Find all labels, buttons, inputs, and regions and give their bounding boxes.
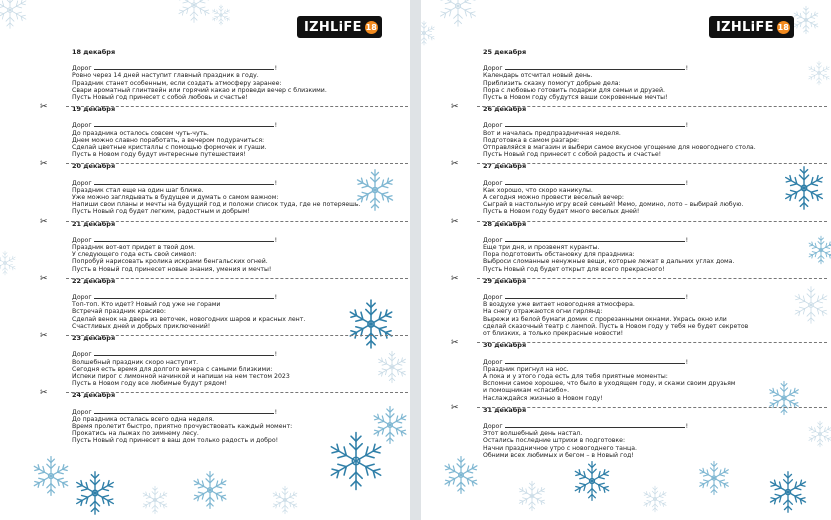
entry-date: 23 декабря [72, 334, 116, 343]
name-blank-line [505, 421, 685, 428]
entry-text-line: Пора подготовить обстановку для праздника: [483, 251, 635, 259]
exclamation-mark: ! [274, 408, 278, 416]
snowflake-icon [0, 0, 30, 34]
scissors-icon: ✂ [40, 331, 48, 342]
dear-field [72, 292, 402, 301]
entry-text-line: Попробуй нарисовать кролика искрами бенгальских огней. [72, 258, 268, 266]
name-blank-line [94, 407, 274, 414]
dear-field [483, 120, 821, 129]
day-entry [40, 388, 402, 445]
dear-field [483, 178, 821, 187]
entry-text-line: Напиши свои планы и мечты на будущий год и положи список туда, где не потеряешь. [72, 201, 361, 209]
entry-text-line: Календарь отсчитал новый день. [483, 72, 593, 80]
exclamation-mark: ! [685, 65, 689, 73]
entry-date: 24 декабря [72, 391, 116, 400]
entry-text-line: Встречай праздник красиво: [72, 308, 166, 316]
entry-text-line: Еще три дня, и прозвенят куранты. [483, 244, 600, 252]
entry-text-line: Пусть Новый год принесет с собой любовь и счастье! [72, 94, 248, 102]
snowflake-icon [571, 460, 613, 506]
name-blank-line [94, 63, 274, 70]
name-blank-line [505, 120, 685, 127]
page-gutter [410, 0, 421, 520]
day-entry [451, 402, 821, 459]
day-entry [451, 338, 821, 402]
day-entry [451, 159, 821, 216]
exclamation-mark: ! [274, 65, 278, 73]
entry-date: 18 декабря [72, 48, 116, 56]
entry-text-line: Пусть в Новый год принесет новые знания, умения и мечты! [72, 265, 272, 273]
name-blank-line [505, 235, 685, 242]
entry-text-line: Пусть в Новом году сбудутся ваши сокровенные мечты! [483, 94, 668, 102]
entry-date: 25 декабря [483, 48, 527, 56]
entry-text-line: Днем можно славно поработать, а вечером подурачиться: [72, 136, 265, 144]
exclamation-mark: ! [685, 422, 689, 430]
scissors-icon: ✂ [40, 216, 48, 227]
name-blank-line [505, 292, 685, 299]
entry-text-line: Пусть Новый год принесет в ваш дом только радость и добро! [72, 437, 279, 445]
entry-date: 19 декабря [72, 105, 116, 114]
entry-text-line: Выброси сломанные ненужные вещи, которые лежат в дальних углах дома. [483, 258, 735, 266]
izhlife-logo [709, 16, 794, 38]
entry-text-line: Пусть Новый год принесет с собой радость и счастье! [483, 151, 662, 159]
exclamation-mark: ! [685, 358, 689, 366]
exclamation-mark: ! [685, 179, 689, 187]
snowflake-icon [436, 0, 480, 32]
day-entry [451, 273, 821, 338]
snowflake-icon [210, 4, 232, 30]
entry-text-line: Пусть Новый год будет открыт для всего прекрасного! [483, 265, 665, 273]
dear-label: Дорог [483, 294, 503, 302]
entry-date: 29 декабря [483, 276, 527, 285]
dear-field [483, 292, 821, 301]
snowflake-icon [270, 485, 300, 519]
entry-text-line: А сегодня можно провести веселый вечер: [483, 194, 624, 202]
exclamation-mark: ! [685, 294, 689, 302]
entry-text-line: Как хорошо, что скоро каникулы. [483, 186, 593, 194]
exclamation-mark: ! [685, 236, 689, 244]
exclamation-mark: ! [274, 294, 278, 302]
entry-text-line: Вырежи из белой бумаги домик с прорезанными окнами. Укрась окно или [483, 315, 727, 323]
scissors-icon: ✂ [40, 102, 48, 113]
entry-text-line: Испеки пирог с лимонной начинкой и напиши на нем тестом 2023 [72, 372, 290, 380]
scissors-icon: ✂ [451, 338, 459, 349]
scissors-icon: ✂ [40, 273, 48, 284]
dear-label: Дорог [483, 358, 503, 366]
name-blank-line [94, 120, 274, 127]
scissors-icon: ✂ [451, 273, 459, 284]
entry-text-line: и помощникам «спасибо». [483, 387, 570, 395]
entry-date: 20 декабря [72, 162, 116, 171]
scissors-icon: ✂ [451, 402, 459, 413]
scissors-icon: ✂ [451, 102, 459, 113]
name-blank-line [94, 292, 274, 299]
snowflake-icon [516, 480, 548, 516]
snowflake-icon [72, 470, 118, 520]
entry-text-line: Счастливых дней и добрых приключений! [72, 322, 211, 330]
entry-text-line: На снегу отражаются огни гирлянд: [483, 308, 603, 316]
entry-date: 28 декабря [483, 219, 527, 228]
snowflake-icon [641, 485, 669, 517]
dear-label: Дорог [483, 179, 503, 187]
dear-field [483, 357, 821, 366]
entry-text-line: Сыграй в настольную игру всей семьей! Мемо, домино, лото – выбирай любую. [483, 201, 744, 209]
logo-text: IZHLiFE [304, 19, 362, 35]
entry-text-line: До праздника осталось совсем чуть-чуть. [72, 129, 209, 137]
calendar-page-right [421, 0, 831, 520]
dear-field [72, 178, 402, 187]
entry-text-line: Сегодня есть время для долгого вечера с самыми близкими: [72, 365, 273, 373]
exclamation-mark: ! [274, 179, 278, 187]
entry-date: 30 декабря [483, 341, 527, 350]
exclamation-mark: ! [274, 351, 278, 359]
age-badge: 18 [777, 22, 789, 32]
entry-text-line: Пусть в Новом году все любимые будут рядом! [72, 380, 227, 388]
entry-text-line: Начни праздничное утро с новогоднего танца. [483, 444, 637, 452]
snowflake-icon [791, 5, 821, 39]
day-entry [451, 102, 821, 159]
exclamation-mark: ! [685, 122, 689, 130]
entry-text-line: Пусть в Новом году будет много веселых дней! [483, 208, 640, 216]
logo-text: IZHLiFE [716, 19, 774, 35]
entry-text-line: Ровно через 14 дней наступит главный праздник в году. [72, 72, 259, 80]
entry-text-line: сделай сказочный театр с лампой. Пусть в Новом году у тебя не будет секретов [483, 322, 749, 330]
entry-text-line: Свари ароматный глинтвейн или горячий какао и проведи вечер с близкими. [72, 86, 327, 94]
name-blank-line [505, 357, 685, 364]
entry-text-line: До праздника осталась всего одна неделя. [72, 415, 215, 423]
day-entry [40, 331, 402, 388]
snowflake-icon [30, 455, 72, 501]
entry-text-line: Этот волшебный день настал. [483, 430, 583, 438]
exclamation-mark: ! [274, 236, 278, 244]
entry-text-line: Прокатись на лыжах по зимнему лесу. [72, 430, 199, 438]
entry-text-line: Обними всех любимых и бегом – в Новый год! [483, 451, 634, 459]
name-blank-line [505, 63, 685, 70]
entry-text-line: Сделай цветные кристаллы с помощью формочек и гуаши. [72, 144, 267, 152]
entry-text-line: от близких, а только прекрасные новости! [483, 330, 624, 338]
exclamation-mark: ! [274, 122, 278, 130]
entry-text-line: Праздник вот-вот придет в твой дом. [72, 244, 195, 252]
dear-label: Дорог [483, 236, 503, 244]
entry-text-line: Уже можно заглядывать в будущее и думать о самом важном: [72, 194, 279, 202]
snowflake-icon [421, 20, 437, 50]
age-badge: 18 [365, 22, 377, 32]
dear-label: Дорог [72, 179, 92, 187]
dear-field [72, 349, 402, 358]
entry-text-line: Праздник стал еще на один шаг ближе. [72, 186, 204, 194]
entry-date: 21 декабря [72, 219, 116, 228]
day-entry [483, 49, 821, 101]
name-blank-line [505, 178, 685, 185]
snowflake-icon [175, 0, 213, 28]
name-blank-line [94, 178, 274, 185]
entry-text-line: Пусть Новый год будет легким, радостным и добрым! [72, 208, 250, 216]
day-entry [40, 102, 402, 159]
entry-text-line: Пора с любовью готовить подарки для семьи и друзей. [483, 86, 665, 94]
snowflake-icon [766, 470, 810, 518]
entry-text-line: В воздухе уже витает новогодняя атмосфера. [483, 301, 635, 309]
entry-text-line: Сделай венок на дверь из веточек, новогодних шаров и красных лент. [72, 315, 306, 323]
scissors-icon: ✂ [40, 159, 48, 170]
dear-field [72, 407, 402, 416]
entry-date: 27 декабря [483, 162, 527, 171]
dear-label: Дорог [72, 294, 92, 302]
name-blank-line [94, 349, 274, 356]
snowflake-icon [441, 455, 481, 499]
entry-date: 22 декабря [72, 276, 116, 285]
dear-field [483, 235, 821, 244]
entry-date: 26 декабря [483, 105, 527, 114]
entry-date: 31 декабря [483, 405, 527, 414]
entry-text-line: Время пролетит быстро, приятно прочувствовать каждый момент: [72, 422, 293, 430]
entry-text-line: Топ-топ. Кто идет? Новый год уже не горами [72, 301, 221, 309]
entry-text-line: Праздник пригнул на нос. [483, 365, 569, 373]
dear-label: Дорог [72, 65, 92, 73]
day-entry [451, 216, 821, 273]
entry-text-line: Наслаждайся жизнью в Новом году! [483, 394, 603, 402]
entries-list [40, 44, 402, 445]
entry-text-line: Остались последние штрихи в подготовке: [483, 437, 626, 445]
izhlife-logo [297, 16, 382, 38]
entry-text-line: У следующего года есть свой символ: [72, 251, 197, 259]
entry-text-line: Вспомни самое хорошее, что было в уходящем году, и скажи своим друзьям [483, 380, 736, 388]
dear-label: Дорог [72, 122, 92, 130]
scissors-icon: ✂ [40, 388, 48, 399]
dear-label: Дорог [483, 122, 503, 130]
dear-label: Дорог [483, 65, 503, 73]
snowflake-icon [0, 250, 18, 280]
snowflake-icon [190, 470, 230, 514]
entry-text-line: А пока и у этого года есть для тебя приятные моменты: [483, 372, 668, 380]
dear-field [483, 421, 821, 430]
dear-field [72, 120, 402, 129]
entries-list [451, 44, 821, 459]
snowflake-icon [696, 460, 732, 500]
entry-text-line: Вот и началась предпраздничная неделя. [483, 129, 621, 137]
name-blank-line [94, 235, 274, 242]
scissors-icon: ✂ [451, 216, 459, 227]
entry-text-line: Подготовка в самом разгаре: [483, 136, 580, 144]
day-entry [40, 273, 402, 330]
dear-field [72, 235, 402, 244]
day-entry [40, 216, 402, 273]
dear-label: Дорог [72, 408, 92, 416]
day-entry [72, 49, 402, 101]
day-entry [40, 159, 402, 216]
entry-text-line: Праздник станет особенным, если создать атмосферу заранее: [72, 79, 282, 87]
entry-text-line: Отправляйся в магазин и выбери самое вкусное угощение для новогоднего стола. [483, 144, 756, 152]
entry-text-line: Пусть в Новом году будут интересные путешествия! [72, 151, 246, 159]
snowflake-icon [140, 485, 170, 519]
entry-text-line: Волшебный праздник скоро наступит. [72, 358, 199, 366]
entry-text-line: Приблизить сказку помогут добрые дела: [483, 79, 621, 87]
dear-label: Дорог [72, 351, 92, 359]
calendar-page-left [0, 0, 410, 520]
dear-label: Дорог [483, 422, 503, 430]
dear-label: Дорог [72, 236, 92, 244]
scissors-icon: ✂ [451, 159, 459, 170]
